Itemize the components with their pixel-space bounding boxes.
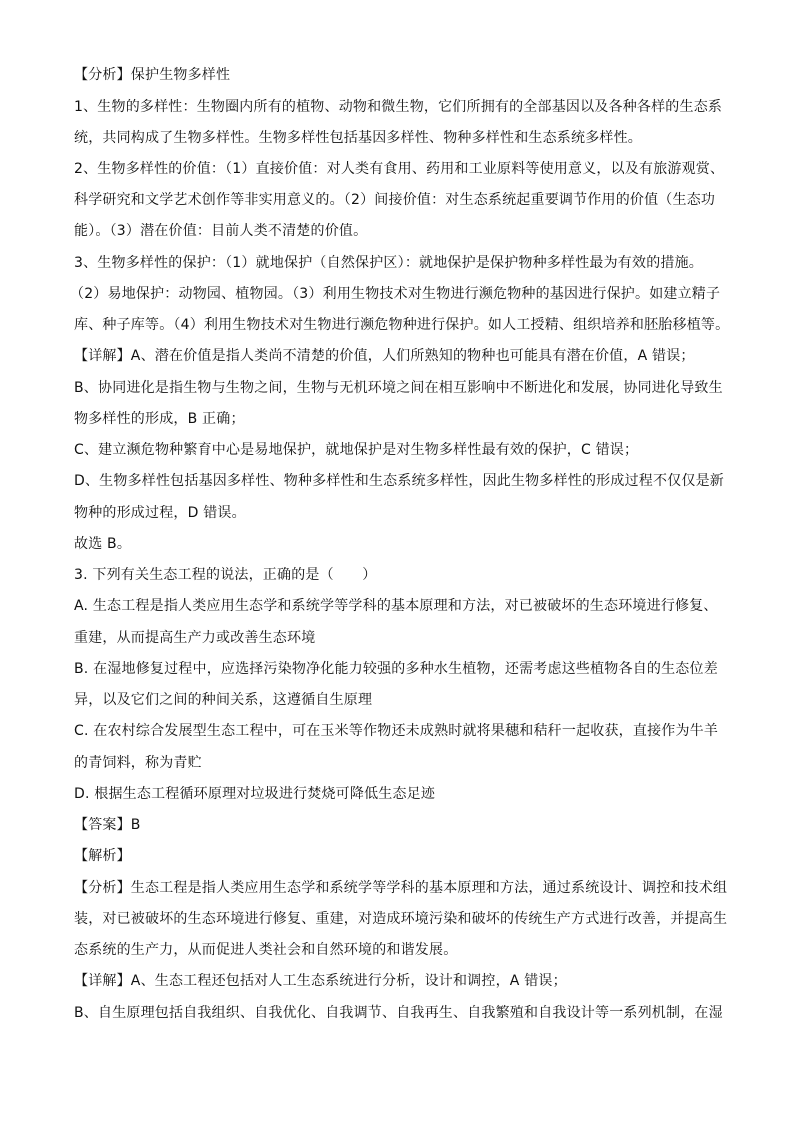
text-line: 【分析】生态工程是指人类应用生态学和系统学等学科的基本原理和方法，通过系统设计、调控和技术组 [74, 880, 728, 896]
text-line: 1、生物的多样性：生物圈内所有的植物、动物和微生物，它们所拥有的全部基因以及各种各样的生态系 [74, 99, 723, 115]
option-c: C. 在农村综合发展型生态工程中，可在玉米等作物还未成熟时就将果穗和秸秆一起收获，直接作为牛羊 [74, 723, 719, 739]
text-line: 【分析】保护生物多样性 [74, 67, 231, 83]
text-line: 3、生物多样性的保护：（1）就地保护（自然保护区）：就地保护是保护物种多样性最为有效的措施。 [74, 255, 704, 271]
text-line: 态系统的生产力，从而促进人类社会和自然环境的和谐发展。 [74, 942, 458, 958]
text-line: B、自生原理包括自我组织、自我优化、自我调节、自我再生、自我繁殖和自我设计等一系列机制，在湿 [74, 1005, 723, 1021]
text-line: 库、种子库等。（4）利用生物技术对生物进行濒危物种进行保护。如人工授精、组织培养和胚胎移植等。 [74, 317, 730, 333]
option-c-cont: 的青饲料，称为青贮 [74, 755, 202, 771]
text-line: D、生物多样性包括基因多样性、物种多样性和生态系统多样性，因此生物多样性的形成过程不仅仅是新 [74, 473, 724, 489]
question-title: 3. 下列有关生态工程的说法，正确的是（ ） [74, 567, 377, 583]
option-b-cont: 异，以及它们之间的种间关系，这遵循自生原理 [74, 692, 373, 708]
text-line: 装，对已被破坏的生态环境进行修复、重建，对造成环境污染和破坏的传统生产方式进行改善，并提高生 [74, 911, 728, 927]
text-line: 2、生物多样性的价值：（1）直接价值：对人类有食用、药用和工业原料等使用意义，以及有旅游观赏、 [74, 161, 725, 177]
text-line: （2）易地保护：动物园、植物园。（3）利用生物技术对生物进行濒危物种的基因进行保护。如建立精子 [70, 286, 721, 302]
option-d: D. 根据生态工程循环原理对垃圾进行焚烧可降低生态足迹 [74, 786, 436, 802]
text-line: C、建立濒危物种繁育中心是易地保护，就地保护是对生物多样性最有效的保护，C 错误； [74, 442, 639, 458]
text-line: 能）。（3）潜在价值：目前人类不清楚的价值。 [74, 223, 368, 239]
text-line: 物种的形成过程，D 错误。 [74, 505, 246, 521]
option-a: A. 生态工程是指人类应用生态学和系统学等学科的基本原理和方法，对已被破坏的生态环境进行修复、 [74, 598, 718, 614]
text-line: 故选 B。 [74, 536, 132, 552]
text-line: 物多样性的形成，B 正确； [74, 411, 245, 427]
analysis-heading: 【解析】 [74, 848, 131, 864]
option-b: B. 在湿地修复过程中，应选择污染物净化能力较强的多种水生植物，还需考虑这些植物各自的生态位差 [74, 661, 718, 677]
text-line: 科学研究和文学艺术创作等非实用意义的。（2）间接价值：对生态系统起重要调节作用的价值（生态功 [74, 192, 716, 208]
text-line: 【详解】A、潜在价值是指人类尚不清楚的价值，人们所熟知的物种也可能具有潜在价值，A 错误； [74, 348, 695, 364]
text-line: B、协同进化是指生物与生物之间，生物与无机环境之间在相互影响中不断进化和发展，协同进化导致生 [74, 380, 723, 396]
text-line: 统，共同构成了生物多样性。生物多样性包括基因多样性、物种多样性和生态系统多样性。 [74, 130, 642, 146]
answer-line: 【答案】B [74, 817, 141, 833]
text-line: 【详解】A、生态工程还包括对人工生态系统进行分析，设计和调控，A 错误； [74, 973, 567, 989]
option-a-cont: 重建，从而提高生产力或改善生态环境 [74, 630, 316, 646]
